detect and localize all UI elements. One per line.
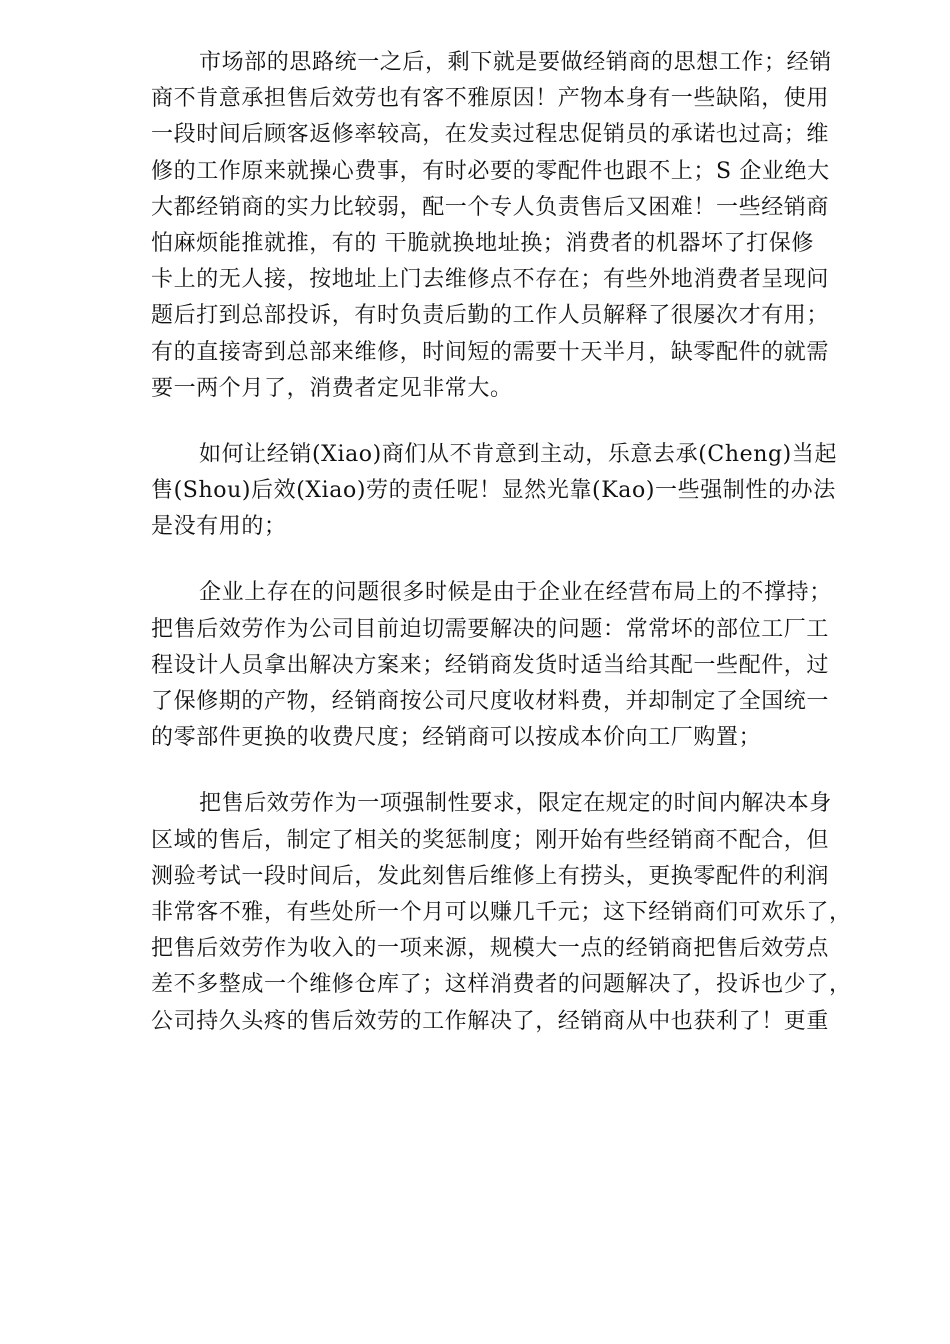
text-line: 如何让经销(Xiao)商们从不肯意到主动，乐意去承(Cheng)当起 bbox=[199, 441, 838, 467]
text-line: 程设计人员拿出解决方案来；经销商发货时适当给其配一些配件，过 bbox=[151, 652, 830, 678]
paragraph-3 bbox=[151, 575, 873, 756]
paragraph-1 bbox=[151, 45, 873, 407]
text-line: 要一两个月了，消费者定见非常大。 bbox=[151, 375, 513, 401]
text-line: 公司持久头疼的售后效劳的工作解决了，经销商从中也获利了！更重 bbox=[151, 1008, 830, 1034]
text-line: 把售后效劳作为一项强制性要求，限定在规定的时间内解决本身 bbox=[199, 791, 832, 817]
text-line: 把售后效劳作为公司目前迫切需要解决的问题：常常坏的部位工厂工 bbox=[151, 616, 830, 642]
text-line: 差不多整成一个维修仓库了；这样消费者的问题解决了，投诉也少了， bbox=[151, 972, 852, 998]
document-body bbox=[151, 45, 873, 1070]
text-line: 售(Shou)后效(Xiao)劳的责任呢！显然光靠(Kao)一些强制性的办法 bbox=[151, 478, 836, 504]
text-line: 有的直接寄到总部来维修，时间短的需要十天半月，缺零配件的就需 bbox=[151, 339, 830, 365]
text-line: 测验考试一段时间后，发此刻售后维修上有捞头，更换零配件的利润 bbox=[151, 863, 830, 889]
text-line: 区域的售后，制定了相关的奖惩制度；刚开始有些经销商不配合，但 bbox=[151, 827, 830, 853]
text-line: 一段时间后顾客返修率较高，在发卖过程忠促销员的承诺也过高；维 bbox=[151, 122, 830, 148]
text-line: 企业上存在的问题很多时候是由于企业在经营布局上的不撑持； bbox=[199, 580, 832, 606]
text-line: 把售后效劳作为收入的一项来源，规模大一点的经销商把售后效劳点 bbox=[151, 936, 830, 962]
text-line: 的零部件更换的收费尺度；经销商可以按成本价向工厂购置； bbox=[151, 725, 762, 751]
text-line: 商不肯意承担售后效劳也有客不雅原因！产物本身有一些缺陷，使用 bbox=[151, 86, 830, 112]
text-line: 怕麻烦能推就推，有的 干脆就换地址换；消费者的机器坏了打保修 bbox=[151, 230, 814, 256]
paragraph-4 bbox=[151, 786, 873, 1039]
text-line: 卡上的无人接，按地址上门去维修点不存在；有些外地消费者呈现问 bbox=[151, 267, 830, 293]
text-line: 非常客不雅，有些处所一个月可以赚几千元；这下经销商们可欢乐了， bbox=[151, 899, 852, 925]
text-line: 修的工作原来就操心费事，有时必要的零配件也跟不上；S 企业绝大 bbox=[151, 158, 830, 184]
text-line: 市场部的思路统一之后，剩下就是要做经销商的思想工作；经销 bbox=[199, 50, 832, 75]
paragraph-2 bbox=[151, 437, 873, 546]
text-line: 是没有用的； bbox=[151, 514, 287, 540]
text-line: 题后打到总部投诉，有时负责后勤的工作人员解释了很屡次才有用； bbox=[151, 303, 830, 329]
text-line: 大都经销商的实力比较弱，配一个专人负责售后又困难！一些经销商 bbox=[151, 194, 830, 220]
text-line: 了保修期的产物，经销商按公司尺度收材料费，并却制定了全国统一 bbox=[151, 689, 830, 714]
